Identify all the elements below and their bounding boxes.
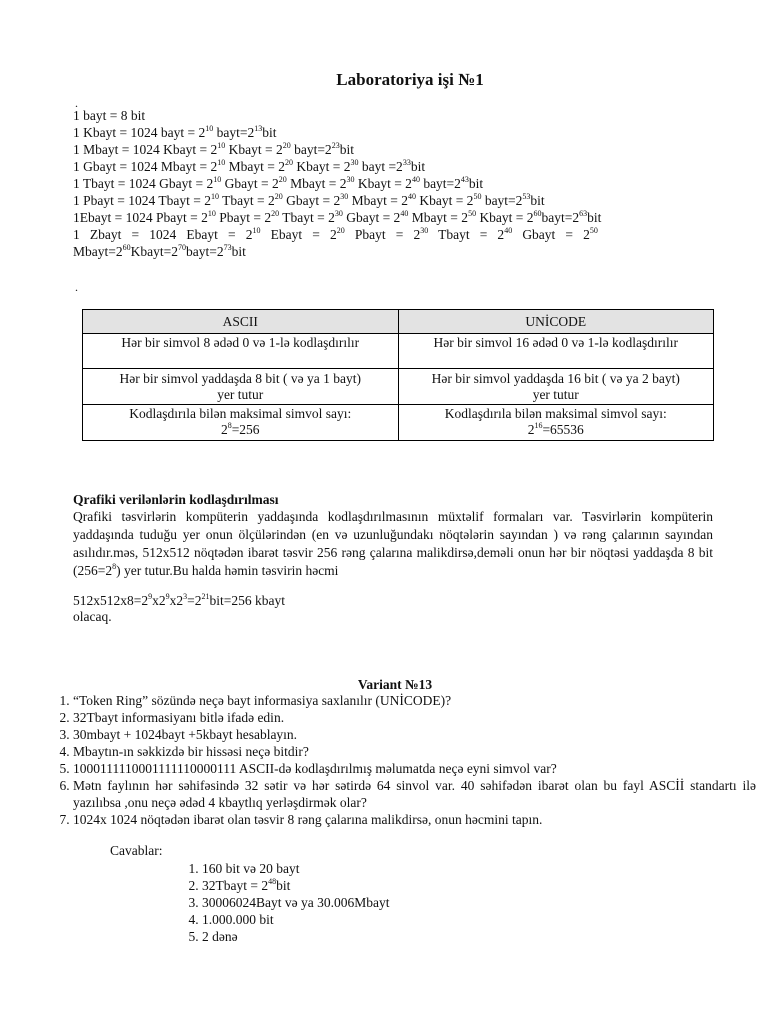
answers-label: Cavablar: — [110, 843, 163, 858]
answer-item: 2. 32Tbayt = $2^{48}bit$ — [202, 877, 389, 894]
unit-line-zbayt-cont: $Mbayt=2^{60}Kbayt=2^{70}bayt=2^{73}bit$ — [73, 243, 246, 259]
question-list — [30, 692, 756, 828]
question-item: 5. 1000111110001111110000111 ASCII-də kodlaşdırılmış məlumatda neçə eyni simvol var? — [73, 760, 756, 777]
unit-line: 1 Gbayt = 1024 Mbayt = $2^{10}$ Mbayt = $2^{20}$ Kbayt = $2^{30}$ bayt $=2^{33}bit$ — [73, 158, 426, 174]
table-cell — [398, 405, 714, 441]
page-title: Laboratoriya işi №1 — [336, 70, 484, 89]
question-item: 3. 30mbayt + 1024bayt +5kbayt hesablayın. — [73, 726, 756, 743]
question-item: 2. 32Tbayt informasiyanı bitlə ifadə edin. — [73, 709, 756, 726]
section-heading: Qrafiki verilənlərin kodlaşdırılması — [73, 492, 279, 507]
ascii-unicode-table — [82, 309, 714, 441]
table-row — [83, 334, 714, 369]
answer-list — [160, 860, 389, 945]
unit-line-zbayt: 1 Zbayt = 1024 Ebayt = $2^{10}$ Ebayt = $2^{20}$ Pbayt = $2^{30}$ Tbayt = $2^{40}$ Gbayt = $2^{50}$ — [73, 226, 598, 242]
answer-item: 5. 2 dənə — [202, 928, 389, 945]
table-cell: Hər bir simvol 8 ədəd 0 və 1-lə kodlaşdırılır — [83, 334, 399, 369]
unit-line: 1 bayt = 8 bit — [73, 108, 146, 123]
max-symbols-value: $2^{16}=65536$ — [527, 421, 584, 437]
table-header-unicode: UNİCODE — [398, 310, 714, 334]
stray-dot: . — [75, 280, 78, 294]
max-symbols-label: Kodlaşdırıla bilən maksimal simvol sayı: — [129, 406, 352, 421]
question-item: 4. Mbaytın-ın səkkizdə bir hissəsi neçə bitdir? — [73, 743, 756, 760]
question-item: 6. Mətn faylının hər səhifəsində 32 sətir və hər sətirdə 64 sinvol var. 40 səhifədən ibarət olan bu fayl ASCİİ standartı ilə yazılıbsa ,onu neçə ədəd 4 kbaytlıq yerləşdirmək olar? — [73, 777, 756, 811]
unit-line: 1 Tbayt = 1024 Gbayt = $2^{10}$ Gbayt = $2^{20}$ Mbayt = $2^{30}$ Kbayt = $2^{40}$ $bayt=2^{43}bit$ — [73, 175, 484, 191]
table-header-row — [83, 310, 714, 334]
max-symbols-label: Kodlaşdırıla bilən maksimal simvol sayı: — [444, 406, 667, 421]
table-row — [83, 405, 714, 441]
max-symbols-value: $2^8=256$ — [220, 421, 260, 437]
volume-formula: $512x512x8=2^9x2^9x2^3=2^{21}bit=256$ kbayt — [73, 592, 285, 608]
table-cell: Hər bir simvol yaddaşda 8 bit ( və ya 1 bayt) yer tutur — [83, 369, 399, 405]
answer-item: 3. 30006024Bayt və ya 30.006Mbayt — [202, 894, 389, 911]
table-header-ascii: ASCII — [83, 310, 399, 334]
unit-line: 1Ebayt = 1024 Pbayt = $2^{10}$ Pbayt = $2^{20}$ Tbayt = $2^{30}$ Gbayt = $2^{40}$ Mbayt = $2^{50}$ Kbayt = $2^{60}bayt=2^{63}bit$ — [73, 209, 602, 225]
olacaq-text: olacaq. — [73, 609, 112, 624]
question-item: 7. 1024x 1024 nöqtədən ibarət olan təsvir 8 rəng çalarına malikdirsə, onun həcmini tapın. — [73, 811, 756, 828]
graphics-paragraph: Qrafiki təsvirlərin kompüterin yaddaşında kodlaşdırılmasının müxtəlif formaları var. Təsvirlərin kompüterin yaddaşında tuduğu yer onun ölçülərindən (en və uzunluğundakı nöqtələrin sayından ) və rəng çalarının sayından asılıdır.məs, 512x512 nöqtədən ibarət təsvir 256 rəng çalarına malikdirsə,deməli onun hər bir nöqtəsi yaddaşda 8 bit $(256=2^8)$ yer tutur.Bu halda həmin təsvirin həcmi — [73, 509, 713, 578]
table-cell: Hər bir simvol yaddaşda 16 bit ( və ya 2 bayt) yer tutur — [398, 369, 714, 405]
table-cell: Hər bir simvol 16 ədəd 0 və 1-lə kodlaşdırılır — [398, 334, 714, 369]
stray-dot: . — [75, 96, 78, 110]
unit-line: 1 Pbayt = 1024 Tbayt = $2^{10}$ Tbayt = $2^{20}$ Gbayt = $2^{30}$ Mbayt = $2^{40}$ Kbayt = $2^{50}$ $bayt=2^{53}bit$ — [73, 192, 545, 208]
unit-line: 1 Kbayt = 1024 bayt = $2^{10}$ $bayt=2^{13}bit$ — [73, 124, 277, 140]
question-item: 1. “Token Ring” sözündə neçə bayt informasiya saxlanılır (UNİCODE)? — [73, 692, 756, 709]
unit-line: 1 Mbayt = 1024 Kbayt = $2^{10}$ Kbayt = $2^{20}$ $bayt=2^{23}bit$ — [73, 141, 354, 157]
table-cell — [83, 405, 399, 441]
answer-item: 4. 1.000.000 bit — [202, 911, 389, 928]
table-row — [83, 369, 714, 405]
answer-item: 1. 160 bit və 20 bayt — [202, 860, 389, 877]
variant-title: Variant №13 — [357, 677, 433, 692]
